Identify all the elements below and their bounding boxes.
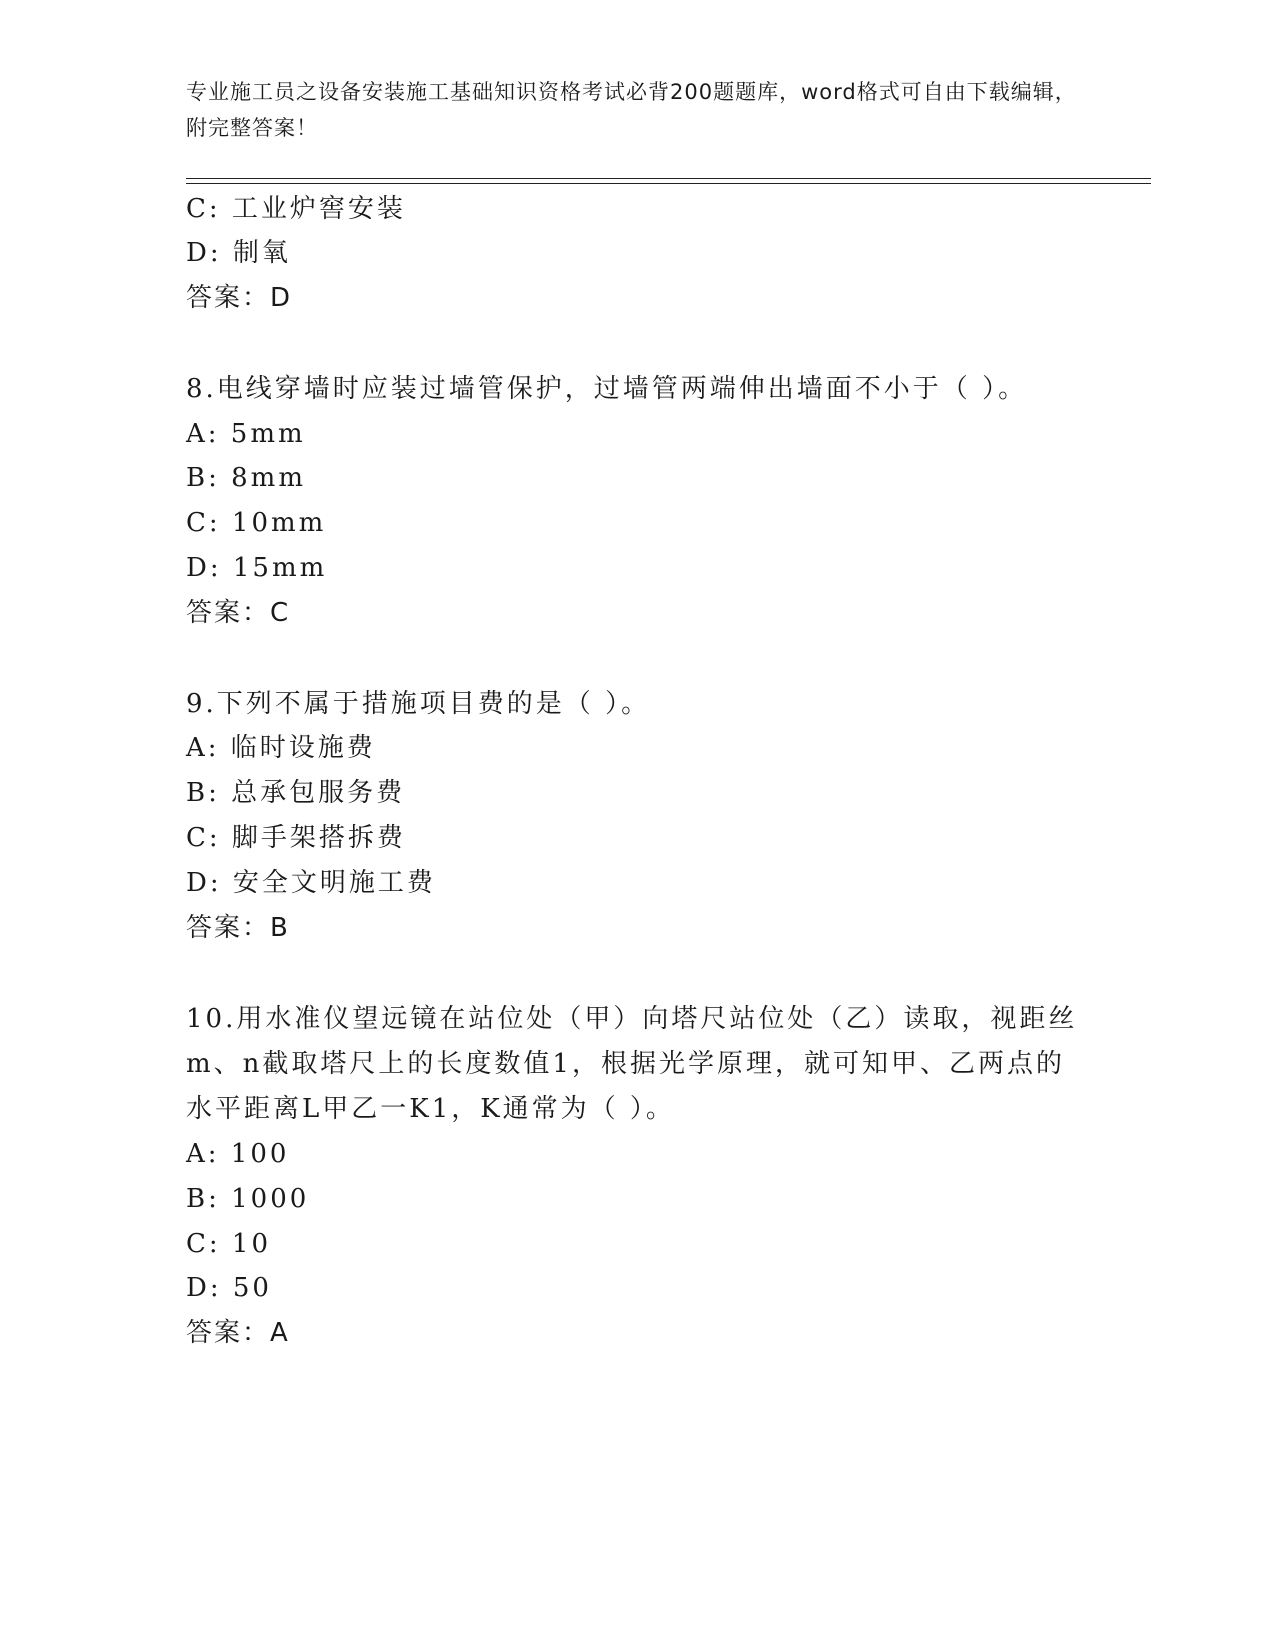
- q10-option-b: B: 1000: [186, 1184, 310, 1214]
- q8-option-d: D: 15mm: [186, 553, 328, 583]
- q9-option-d: D: 安全文明施工费: [186, 868, 436, 898]
- page-header-title: 专业施工员之设备安装施工基础知识资格考试必背200题题库，word格式可自由下载编辑，附完整答案！: [186, 80, 1077, 140]
- q10-question-line-3: 水平距离L甲乙一K1，K通常为（ ）。: [186, 1094, 675, 1124]
- q9-option-b: B: 总承包服务费: [186, 778, 406, 808]
- q9-option-c: C: 脚手架搭拆费: [186, 823, 406, 853]
- q10-option-d: D: 50: [186, 1273, 272, 1303]
- q9-question: 9.下列不属于措施项目费的是（ ）。: [186, 689, 651, 719]
- q8-option-b: B: 8mm: [186, 463, 306, 493]
- q8-option-c: C: 10mm: [186, 508, 327, 538]
- q8-option-a: A: 5mm: [186, 419, 306, 449]
- q10-answer: 答案：A: [186, 1318, 290, 1348]
- header-divider-top: [186, 178, 1151, 179]
- q9-option-a: A: 临时设施费: [186, 733, 376, 763]
- header-divider-bottom: [186, 183, 1151, 184]
- q9-answer: 答案：B: [186, 913, 290, 943]
- q10-option-c: C: 10: [186, 1229, 272, 1259]
- q7-option-d: D: 制氧: [186, 238, 291, 268]
- q10-question-line-2: m、n截取塔尺上的长度数值1，根据光学原理，就可知甲、乙两点的: [186, 1049, 1065, 1079]
- q10-question-line-1: 10.用水准仪望远镜在站位处（甲）向塔尺站位处（乙）读取，视距丝: [186, 1004, 1078, 1034]
- q10-option-a: A: 100: [186, 1139, 290, 1169]
- q8-question: 8.电线穿墙时应装过墙管保护，过墙管两端伸出墙面不小于（ ）。: [186, 374, 1028, 404]
- q8-answer: 答案：C: [186, 598, 291, 628]
- q7-answer: 答案：D: [186, 283, 293, 313]
- q7-option-c: C: 工业炉窖安装: [186, 194, 406, 224]
